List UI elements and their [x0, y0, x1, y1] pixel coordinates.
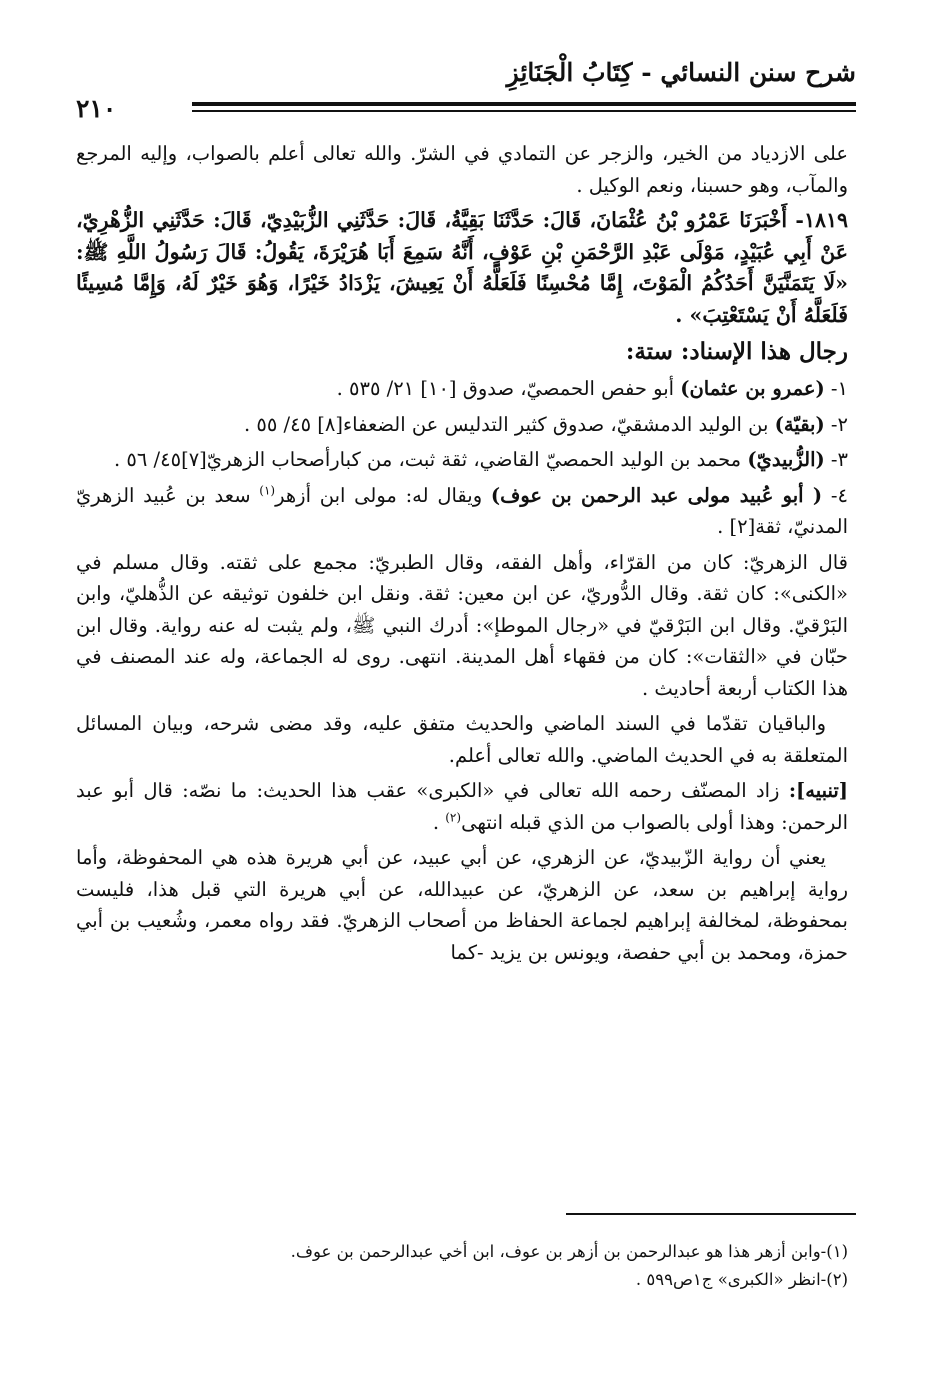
main-text — [76, 138, 848, 972]
narrator-description: سعد بن عُبيد الزهريّ المدنيّ، ثقة[٢] . — [76, 483, 848, 538]
narrator-entry — [76, 373, 848, 405]
explanation-paragraph: يعني أن رواية الزّبيديّ، عن الزهري، عن أبي عبيد، عن أبي هريرة هذه هي المحفوظة، وأما رواية إبراهيم بن سعد، عن الزهريّ، عن عبيدالله، عن أبي هريرة التي قبل هذا، فليست بمحفوظة، لمخالفة إبراهيم لجماعة الحفاظ من أصحاب الزهريّ. فقد رواه معمر، وشُعيب بن أبي حمزة، ومحمد بن أبي حفصة، ويونس بن يزيد -كما — [76, 846, 848, 964]
note-end: . — [432, 810, 446, 834]
narrator-description: أبو حفص الحمصيّ، صدوق [١٠] ٢١/ ٥٣٥ . — [336, 377, 681, 400]
zuhri-paragraph: قال الزهريّ: كان من القرّاء، وأهل الفقه، وقال الطبريّ: مجمع على ثقته. وقال مسلم في «الكنى»: كان ثقة. وقال الدُّوريّ، عن ابن معين: ثقة. ونقل ابن خلفون توثيقه عن الذُّهليّ، وابن البَرْقيّ. وقال ابن البَرْقيّ في «رجال الموطإ»: أدرك النبي ﷺ، ولم يثبت له عنه رواية. وقال ابن حبّان في «الثقات»: كان من فقهاء أهل المدينة. انتهى. روى له الجماعة، وله عند المصنف في هذا الكتاب أربعة أحاديث . — [76, 550, 848, 700]
note-paragraph — [76, 775, 848, 838]
narrator-alias: ويقال له: مولى ابن أزهر — [275, 483, 491, 507]
narrator-name: (الزُّبيديّ) — [747, 448, 825, 471]
header-rule-thick — [192, 102, 856, 106]
footnote: (٢)-انظر «الكبرى» ج١ص٥٩٩ . — [635, 1270, 848, 1289]
narrator-description: محمد بن الوليد الحمصيّ القاضي، ثقة ثبت، من كبارأصحاب الزهريّ[٧]٤٥/ ٥٦ . — [113, 448, 748, 471]
narrator-name: (عمرو بن عثمان) — [680, 377, 825, 400]
page-header — [76, 58, 856, 128]
footnotes — [76, 1238, 848, 1294]
remaining-narrators-paragraph: والباقيان تقدّما في السند الماضي والحديث متفق عليه، وقد مضى شرحه، وبيان المسائل المتعلقة به في الحديث الماضي. والله تعالى أعلم. — [76, 712, 848, 767]
entry-number: ٢- — [824, 412, 848, 436]
running-title: شرح سنن النسائي - كِتَابُ الْجَنَائِزِ — [506, 58, 856, 87]
header-rule-thin — [192, 110, 856, 112]
narrator-name: ( أبو عُبيد مولى عبد الرحمن بن عوف) — [490, 483, 823, 507]
entry-number: ٣- — [824, 448, 848, 471]
section-heading: رجال هذا الإسناد: ستة: — [625, 338, 848, 365]
footnote-divider — [566, 1213, 856, 1215]
narrator-entry — [76, 480, 848, 543]
page-number: ٢١٠ — [76, 94, 117, 123]
entry-number: ٤- — [822, 483, 848, 507]
narrator-name: (بقيّة) — [774, 412, 825, 436]
hadith-text: ١٨١٩- أَخْبَرَنَا عَمْرُو بْنُ عُثْمَانَ، قَالَ: حَدَّثَنَا بَقِيَّةُ، قَالَ: حَدَّثَنِي الزُّبَيْدِيّ، قَالَ: حَدَّثَنِي الزُّهْرِيّ، عَنْ أَبِي عُبَيْدٍ، مَوْلَى عَبْدِ الرَّحْمَنِ بْنِ عَوْفٍ، أَنَّهُ سَمِعَ أَبَا هُرَيْرَةَ، يَقُولُ: قَالَ رَسُولُ اللَّهِ ﷺ: «لَا يَتَمَنَّيَنَّ أَحَدُكُمُ الْمَوْتَ، إِمَّا مُحْسِنًا فَلَعَلَّهُ أَنْ يَعِيشَ، يَزْدَادُ خَيْرًا، وَهُوَ خَيْرٌ لَهُ، وَإِمَّا مُسِيئًا فَلَعَلَّهُ أَنْ يَسْتَعْتِبَ» . — [76, 208, 848, 327]
note-text: زاد المصنّف رحمه الله تعالى في «الكبرى» عقب هذا الحديث: ما نصّه: قال أبو عبد الرحمن: وهذا أولى بالصواب من الذي قبله انتهى — [76, 779, 848, 834]
note-label: [تنبيه]: — [788, 779, 848, 802]
continuation-paragraph: على الازدياد من الخير، والزجر عن التمادي في الشرّ. والله تعالى أعلم بالصواب، وإليه المرجع والمآب، وهو حسبنا، ونعم الوكيل . — [76, 142, 848, 197]
footnote-ref[interactable]: (٢) — [445, 810, 462, 824]
narrator-description: بن الوليد الدمشقيّ، صدوق كثير التدليس عن الضعفاء[٨] ٤٥/ ٥٥ . — [243, 412, 775, 436]
footnote-ref[interactable]: (١) — [259, 483, 276, 497]
entry-number: ١- — [824, 377, 848, 400]
footnote: (١)-وابن أزهر هذا هو عبدالرحمن بن أزهر بن عوف، ابن أخي عبدالرحمن بن عوف. — [290, 1242, 848, 1261]
narrator-entry — [76, 409, 848, 441]
narrator-entry — [76, 444, 848, 476]
